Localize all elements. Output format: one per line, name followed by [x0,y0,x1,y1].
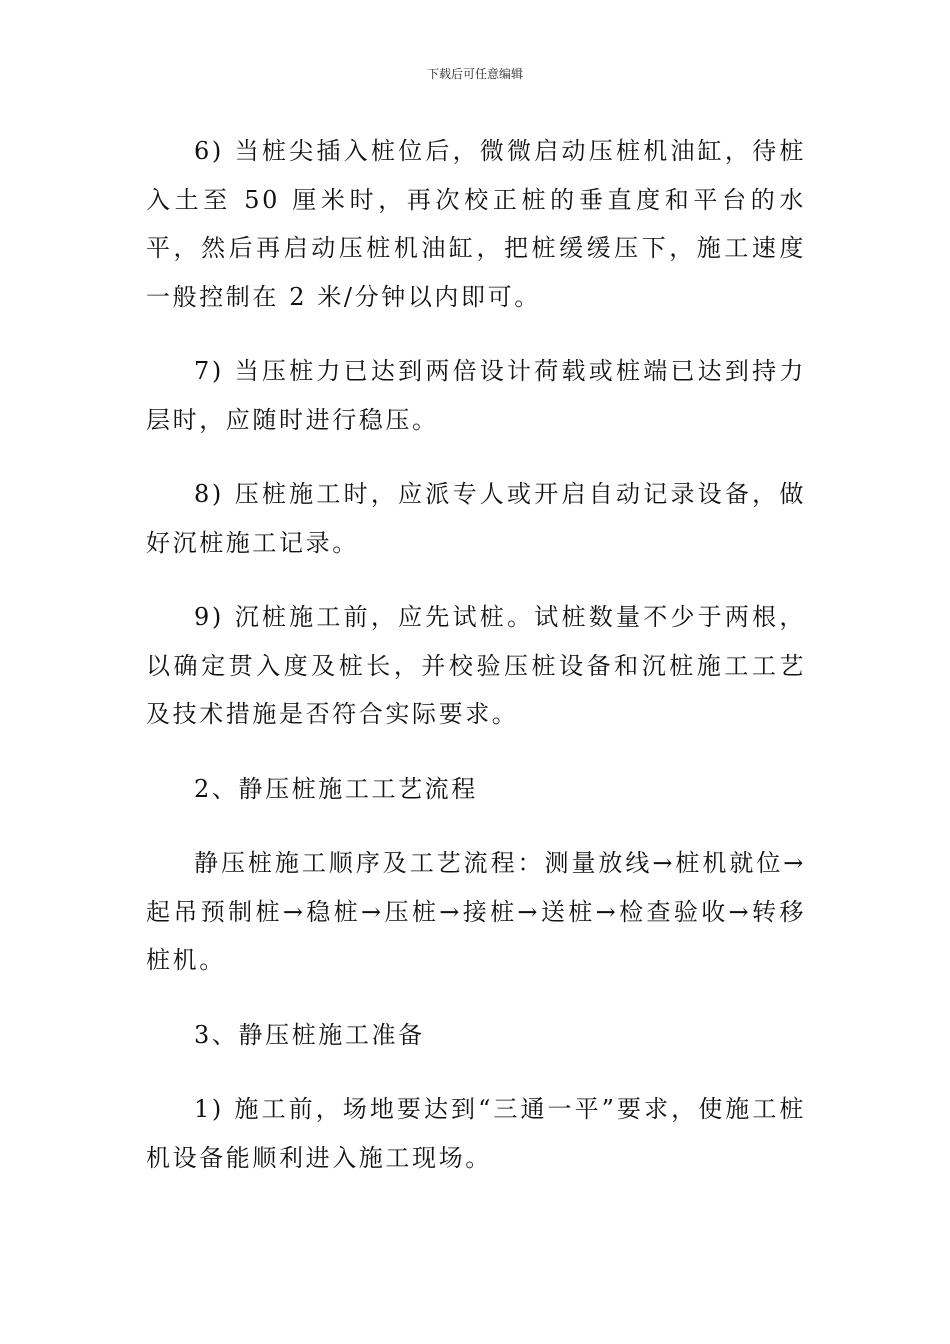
paragraph-step-6: 6) 当桩尖插入桩位后，微微启动压桩机油缸，待桩入土至 50 厘米时，再次校正桩的垂直度和平台的水平，然后再启动压桩机油缸，把桩缓缓压下，施工速度一般控制在 2 米/分钟以内即可。 [146,137,806,311]
paragraph-prep-step-1: 1) 施工前，场地要达到“三通一平”要求，使施工桩机设备能顺利进入施工现场。 [146,1095,806,1172]
paragraph-process-flow: 静压桩施工顺序及工艺流程：测量放线→桩机就位→起吊预制桩→稳桩→压桩→接桩→送桩→检查验收→转移桩机。 [146,849,806,974]
section-heading-process: 2、静压桩施工工艺流程 [194,774,478,803]
paragraph-step-8: 8) 压桩施工时，应派专人或开启自动记录设备，做好沉桩施工记录。 [146,480,806,557]
page-header: 下载后可任意编辑 [426,67,523,81]
paragraph-step-7: 7) 当压桩力已达到两倍设计荷载或桩端已达到持力层时，应随时进行稳压。 [146,357,806,434]
section-heading-preparation: 3、静压桩施工准备 [194,1020,425,1049]
document-body [146,127,806,1208]
paragraph-step-9: 9) 沉桩施工前，应先试桩。试桩数量不少于两根，以确定贯入度及桩长，并校验压桩设备和沉桩施工工艺及技术措施是否符合实际要求。 [146,603,806,728]
